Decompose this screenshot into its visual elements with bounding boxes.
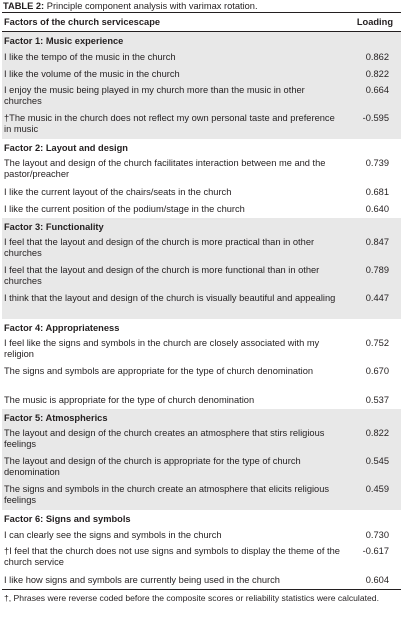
factor-title: Factor 2: Layout and design <box>4 143 128 153</box>
item-loading: 0.822 <box>347 66 401 83</box>
item-loading: 0.447 <box>347 291 401 319</box>
table-row <box>2 364 401 392</box>
item-loading: 0.545 <box>347 454 401 482</box>
factor-heading-row <box>2 218 401 235</box>
item-loading: 0.739 <box>365 158 389 168</box>
item-statement: I like how signs and symbols are currently being used in the church <box>4 575 280 585</box>
table-row <box>2 291 401 319</box>
item-statement: I like the volume of the music in the church <box>2 66 347 83</box>
table-row <box>2 426 401 454</box>
table-row <box>2 49 401 66</box>
table-row <box>2 454 401 482</box>
header-row <box>2 13 401 32</box>
item-statement: The signs and symbols are appropriate for the type of church denomination <box>4 366 314 376</box>
table-row <box>2 184 401 201</box>
table-row <box>2 392 401 409</box>
caption-text: Principle component analysis with varimax rotation. <box>44 1 258 11</box>
item-loading: 0.604 <box>365 575 389 585</box>
item-loading: 0.752 <box>365 338 389 348</box>
factor-heading-row <box>2 32 401 50</box>
table-caption <box>2 0 401 12</box>
header-loading: Loading <box>356 17 393 27</box>
factor-heading-row <box>2 319 401 336</box>
item-statement: The signs and symbols in the church create an atmosphere that elicits religious feelings <box>2 482 347 510</box>
table-row <box>2 156 401 184</box>
item-loading: 0.681 <box>365 187 389 197</box>
item-loading: -0.617 <box>362 546 389 556</box>
item-loading: 0.459 <box>347 482 401 510</box>
factor-title: Factor 3: Functionality <box>2 218 401 235</box>
table-row <box>2 572 401 590</box>
item-loading: 0.730 <box>365 530 389 540</box>
item-statement: The layout and design of the church is appropriate for the type of church denomination <box>2 454 347 482</box>
footnote: †, Phrases were reverse coded before the composite scores or reliability statistics were calculated. <box>4 593 379 603</box>
table-row <box>2 527 401 544</box>
item-statement: I think that the layout and design of the church is visually beautiful and appealing <box>2 291 347 319</box>
table-row <box>2 235 401 263</box>
item-loading: 0.640 <box>365 204 389 214</box>
caption-label: TABLE 2: <box>3 1 45 11</box>
item-loading: 0.670 <box>365 366 389 376</box>
item-statement: I like the tempo of the music in the church <box>2 49 347 66</box>
item-statement: †I feel that the church does not use signs and symbols to display the theme of the church service <box>4 546 340 567</box>
item-statement: I like the current position of the podium/stage in the church <box>4 204 245 214</box>
table-row <box>2 83 401 111</box>
item-statement: I feel like the signs and symbols in the church are closely associated with my religion <box>4 338 320 359</box>
factor-heading-row <box>2 409 401 426</box>
factor-heading-row <box>2 510 401 527</box>
factor-title: Factor 4: Appropriateness <box>4 323 120 333</box>
item-statement: I enjoy the music being played in my church more than the music in other churches <box>2 83 347 111</box>
item-statement: I feel that the layout and design of the church is more functional than in other churches <box>2 263 347 291</box>
item-statement: The music is appropriate for the type of church denomination <box>4 395 255 405</box>
table-row <box>2 66 401 83</box>
item-statement: I can clearly see the signs and symbols in the church <box>4 530 222 540</box>
item-loading: 0.664 <box>347 83 401 111</box>
item-statement: I feel that the layout and design of the church is more practical than in other churches <box>2 235 347 263</box>
table-row <box>2 544 401 572</box>
header-factors: Factors of the church servicescape <box>4 17 161 27</box>
factor-title: Factor 5: Atmospherics <box>2 409 401 426</box>
item-statement: The layout and design of the church facilitates interaction between me and the pastor/preacher <box>4 158 326 179</box>
item-loading: -0.595 <box>347 111 401 139</box>
item-statement: I like the current layout of the chairs/seats in the church <box>4 187 232 197</box>
table-row <box>2 336 401 364</box>
factor-title: Factor 6: Signs and symbols <box>4 514 131 524</box>
loadings-table <box>2 12 401 590</box>
table-row <box>2 263 401 291</box>
item-loading: 0.789 <box>347 263 401 291</box>
table-row <box>2 482 401 510</box>
table-row <box>2 111 401 139</box>
table-body <box>2 32 401 590</box>
item-loading: 0.862 <box>347 49 401 66</box>
item-loading: 0.822 <box>347 426 401 454</box>
item-statement: †The music in the church does not reflect my own personal taste and preference in music <box>2 111 347 139</box>
table-row <box>2 201 401 218</box>
factor-title: Factor 1: Music experience <box>2 32 401 50</box>
item-loading: 0.537 <box>365 395 389 405</box>
item-loading: 0.847 <box>347 235 401 263</box>
item-statement: The layout and design of the church creates an atmosphere that stirs religious feelings <box>2 426 347 454</box>
factor-heading-row <box>2 139 401 156</box>
